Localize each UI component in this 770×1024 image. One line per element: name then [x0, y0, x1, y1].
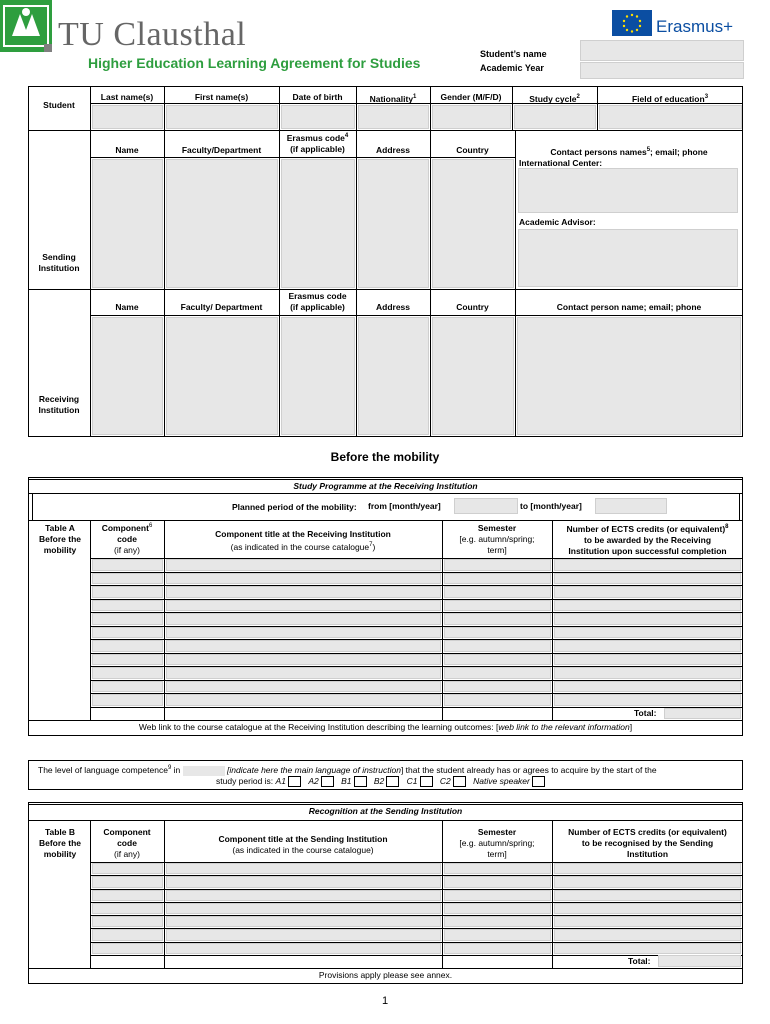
table-a-cell[interactable]	[166, 640, 441, 652]
table-b-cell[interactable]	[92, 890, 163, 901]
table-a-cell[interactable]	[166, 559, 441, 571]
table-b-cell[interactable]	[166, 890, 441, 901]
col-date-of-birth: Date of birth	[292, 92, 343, 102]
table-b-cell[interactable]	[92, 863, 163, 874]
receiving-faculty-field[interactable]	[166, 317, 278, 435]
table-a-cell[interactable]	[554, 654, 741, 666]
col-gender: Gender (M/F/D)	[440, 92, 502, 102]
table-a-cell[interactable]	[92, 627, 163, 639]
table-a-cell[interactable]	[92, 694, 163, 706]
table-b-cell[interactable]	[554, 876, 741, 887]
table-a-cell[interactable]	[444, 573, 551, 585]
table-a-cell[interactable]	[554, 613, 741, 625]
table-b-cell[interactable]	[166, 929, 441, 940]
table-b-cell[interactable]	[444, 916, 551, 927]
academic-advisor-field[interactable]	[518, 229, 738, 287]
table-b-cell[interactable]	[554, 903, 741, 914]
table-a-cell[interactable]	[554, 640, 741, 652]
provisions-note: Provisions apply please see annex.	[318, 970, 453, 980]
sending-erasmus-code-field[interactable]	[281, 159, 355, 288]
table-a-cell[interactable]	[554, 586, 741, 598]
table-b-total-label: Total:	[628, 956, 651, 966]
table-b-cell[interactable]	[166, 903, 441, 914]
logo-square-accent	[44, 44, 52, 52]
from-date-field[interactable]	[454, 498, 518, 514]
table-a-cell[interactable]	[444, 640, 551, 652]
receiving-address-field[interactable]	[358, 317, 429, 435]
sending-contact-label: Contact persons names$^5$; email; phone	[550, 146, 708, 157]
table-a-cell[interactable]	[444, 694, 551, 706]
table-a-cell[interactable]	[166, 627, 441, 639]
table-a-cell[interactable]	[166, 613, 441, 625]
receiving-contact-label: Contact person name; email; phone	[556, 302, 702, 312]
c2-checkbox[interactable]	[453, 776, 466, 787]
table-a-cell[interactable]	[554, 600, 741, 612]
table-b-cell[interactable]	[554, 863, 741, 874]
table-a-cell[interactable]	[92, 573, 163, 585]
table-a-cell[interactable]	[92, 559, 163, 571]
table-a-cell[interactable]	[166, 654, 441, 666]
language-line-1: The level of language competence$^9$ in [indicate here the main language of instruction] that the student already has or agrees to acquire by the start of the	[38, 765, 657, 775]
receiving-faculty-label: Faculty/ Department	[180, 302, 263, 312]
receiving-erasmus-code-label: Erasmus code (if applicable)	[288, 291, 347, 312]
table-a-cell[interactable]	[166, 586, 441, 598]
table-b-cell[interactable]	[166, 943, 441, 954]
from-label: from [month/year]	[368, 501, 441, 511]
table-b-title-header: Component title at the Sending Institution (as indicated in the course catalogue)	[218, 834, 388, 855]
date-of-birth-field[interactable]	[281, 105, 355, 129]
col-last-names: Last name(s)	[100, 92, 154, 102]
receiving-contact-field[interactable]	[517, 317, 741, 435]
table-a-title-header: Component title at the Receiving Institution (as indicated in the course catalogue$^7$)	[215, 529, 391, 552]
academic-year-field[interactable]	[580, 62, 744, 79]
first-name-field[interactable]	[166, 105, 278, 129]
table-a-cell[interactable]	[166, 573, 441, 585]
col-study-cycle: Study cycle$^2$	[529, 93, 580, 104]
student-name-field[interactable]	[580, 40, 744, 61]
native-speaker-checkbox[interactable]	[532, 776, 545, 787]
international-center-label: International Center:	[519, 158, 603, 168]
sending-name-field[interactable]	[92, 159, 163, 288]
table-a-cell[interactable]	[166, 600, 441, 612]
table-b-cell[interactable]	[92, 916, 163, 927]
table-a-cell[interactable]	[444, 667, 551, 679]
receiving-name-field[interactable]	[92, 317, 163, 435]
language-input[interactable]	[183, 766, 225, 776]
table-a-cell[interactable]	[92, 586, 163, 598]
table-b-component-header: Component code (if any)	[103, 827, 151, 859]
table-a-cell[interactable]	[664, 708, 741, 720]
weblink-text: Web link to the course catalogue at the Receiving Institution describing the learning outcomes: [web link to the relevant information]	[138, 722, 633, 732]
table-b-ects-header: Number of ECTS credits (or equivalent) to be recognised by the Sending Institution	[568, 827, 727, 859]
sending-erasmus-code-label: Erasmus code$^4$ (if applicable)	[286, 132, 349, 154]
sending-name-label: Name	[115, 145, 139, 155]
table-b-cell[interactable]	[444, 929, 551, 940]
receiving-address-label: Address	[375, 302, 410, 312]
academic-advisor-label: Academic Advisor:	[519, 217, 596, 227]
study-cycle-field[interactable]	[514, 105, 596, 129]
table-a-label: Table A Before the mobility	[38, 523, 82, 555]
table-a-cell[interactable]	[444, 654, 551, 666]
language-line-2: study period is: A1 A2 B1 B2 C1 C2 Native speaker	[216, 776, 550, 787]
table-b-cell[interactable]	[444, 876, 551, 887]
table-b-cell[interactable]	[444, 890, 551, 901]
sending-address-field[interactable]	[358, 159, 429, 288]
a1-checkbox[interactable]	[288, 776, 301, 787]
table-b-cell[interactable]	[554, 943, 741, 954]
table-a-cell[interactable]	[444, 600, 551, 612]
b1-checkbox[interactable]	[354, 776, 367, 787]
table-a-cell[interactable]	[166, 667, 441, 679]
recognition-heading: Recognition at the Sending Institution	[308, 806, 463, 816]
table-a-cell[interactable]	[166, 681, 441, 693]
table-a-cell[interactable]	[554, 681, 741, 693]
receiving-country-label: Country	[456, 302, 489, 312]
table-a-cell[interactable]	[92, 654, 163, 666]
table-a-cell[interactable]	[166, 694, 441, 706]
gender-field[interactable]	[432, 105, 511, 129]
last-name-field[interactable]	[92, 105, 163, 129]
col-first-names: First name(s)	[194, 92, 249, 102]
sending-address-label: Address	[375, 145, 410, 155]
col-nationality: Nationality$^1$	[369, 93, 417, 104]
table-b-cell[interactable]	[92, 943, 163, 954]
table-b-cell[interactable]	[92, 929, 163, 940]
sending-country-label: Country	[456, 145, 489, 155]
a2-checkbox[interactable]	[321, 776, 334, 787]
before-mobility-heading: Before the mobility	[330, 450, 440, 464]
c1-checkbox[interactable]	[420, 776, 433, 787]
table-a-cell[interactable]	[554, 573, 741, 585]
table-a-cell[interactable]	[554, 627, 741, 639]
table-a-cell[interactable]	[554, 694, 741, 706]
table-a-cell[interactable]	[92, 613, 163, 625]
table-b-cell[interactable]	[166, 863, 441, 874]
table-a-cell[interactable]	[554, 559, 741, 571]
table-a-cell[interactable]	[444, 681, 551, 693]
to-label: to [month/year]	[520, 501, 582, 511]
student-name-label: Student’s name	[480, 49, 547, 59]
university-name: TU Clausthal	[58, 16, 247, 53]
table-a-cell[interactable]	[92, 640, 163, 652]
table-b-cell[interactable]	[554, 929, 741, 940]
receiving-row-label: Receiving Institution	[38, 394, 80, 415]
table-a-cell[interactable]	[554, 667, 741, 679]
receiving-name-label: Name	[115, 302, 139, 312]
eu-flag-icon	[612, 10, 652, 36]
table-b-semester-header: Semester [e.g. autumn/spring; term]	[459, 827, 535, 859]
planned-period-label: Planned period of the mobility:	[232, 502, 357, 512]
table-a-component-header: Component$^6$ code (if any)	[101, 522, 153, 555]
table-a-cell[interactable]	[444, 559, 551, 571]
study-programme-heading: Study Programme at the Receiving Institution	[293, 481, 478, 491]
sending-country-field[interactable]	[432, 159, 514, 288]
table-b-cell[interactable]	[444, 943, 551, 954]
table-a-cell[interactable]	[92, 681, 163, 693]
academic-year-label: Academic Year	[480, 63, 544, 73]
table-a-total-label: Total:	[634, 708, 657, 718]
table-a-cell[interactable]	[92, 600, 163, 612]
erasmus-plus-label: Erasmus+	[656, 17, 733, 36]
table-b-cell[interactable]	[166, 916, 441, 927]
table-b-cell[interactable]	[554, 890, 741, 901]
table-a-cell[interactable]	[444, 627, 551, 639]
receiving-country-field[interactable]	[432, 317, 514, 435]
field-of-education-field[interactable]	[599, 105, 742, 129]
b2-checkbox[interactable]	[386, 776, 399, 787]
table-b-cell[interactable]	[444, 863, 551, 874]
col-field-of-education: Field of education$^3$	[631, 93, 709, 104]
table-b-cell[interactable]	[92, 903, 163, 914]
erasmus-logo	[612, 10, 652, 41]
to-date-field[interactable]	[595, 498, 667, 514]
sending-faculty-field[interactable]	[166, 159, 278, 288]
sending-faculty-label: Faculty/Department	[181, 145, 262, 155]
nationality-field[interactable]	[358, 105, 429, 129]
table-b-total-field[interactable]	[658, 955, 741, 967]
table-a-cell[interactable]	[444, 586, 551, 598]
sending-row-label: Sending Institution	[38, 252, 80, 273]
table-b-label: Table B Before the mobility	[38, 827, 82, 859]
table-b-cell[interactable]	[444, 903, 551, 914]
student-row-label: Student	[43, 100, 75, 110]
table-a-semester-header: Semester [e.g. autumn/spring; term]	[459, 523, 535, 555]
table-b-cell[interactable]	[554, 916, 741, 927]
table-a-cell[interactable]	[444, 613, 551, 625]
international-center-field[interactable]	[518, 168, 738, 213]
page-number: 1	[381, 995, 389, 1007]
table-a-cell[interactable]	[92, 667, 163, 679]
table-b-cell[interactable]	[166, 876, 441, 887]
document-title: Higher Education Learning Agreement for Studies	[88, 55, 421, 71]
table-b-cell[interactable]	[92, 876, 163, 887]
table-a-ects-header: Number of ECTS credits (or equivalent)$^8$ to be awarded by the Receiving Institution upon successful completion	[566, 523, 729, 556]
receiving-erasmus-code-field[interactable]	[281, 317, 355, 435]
